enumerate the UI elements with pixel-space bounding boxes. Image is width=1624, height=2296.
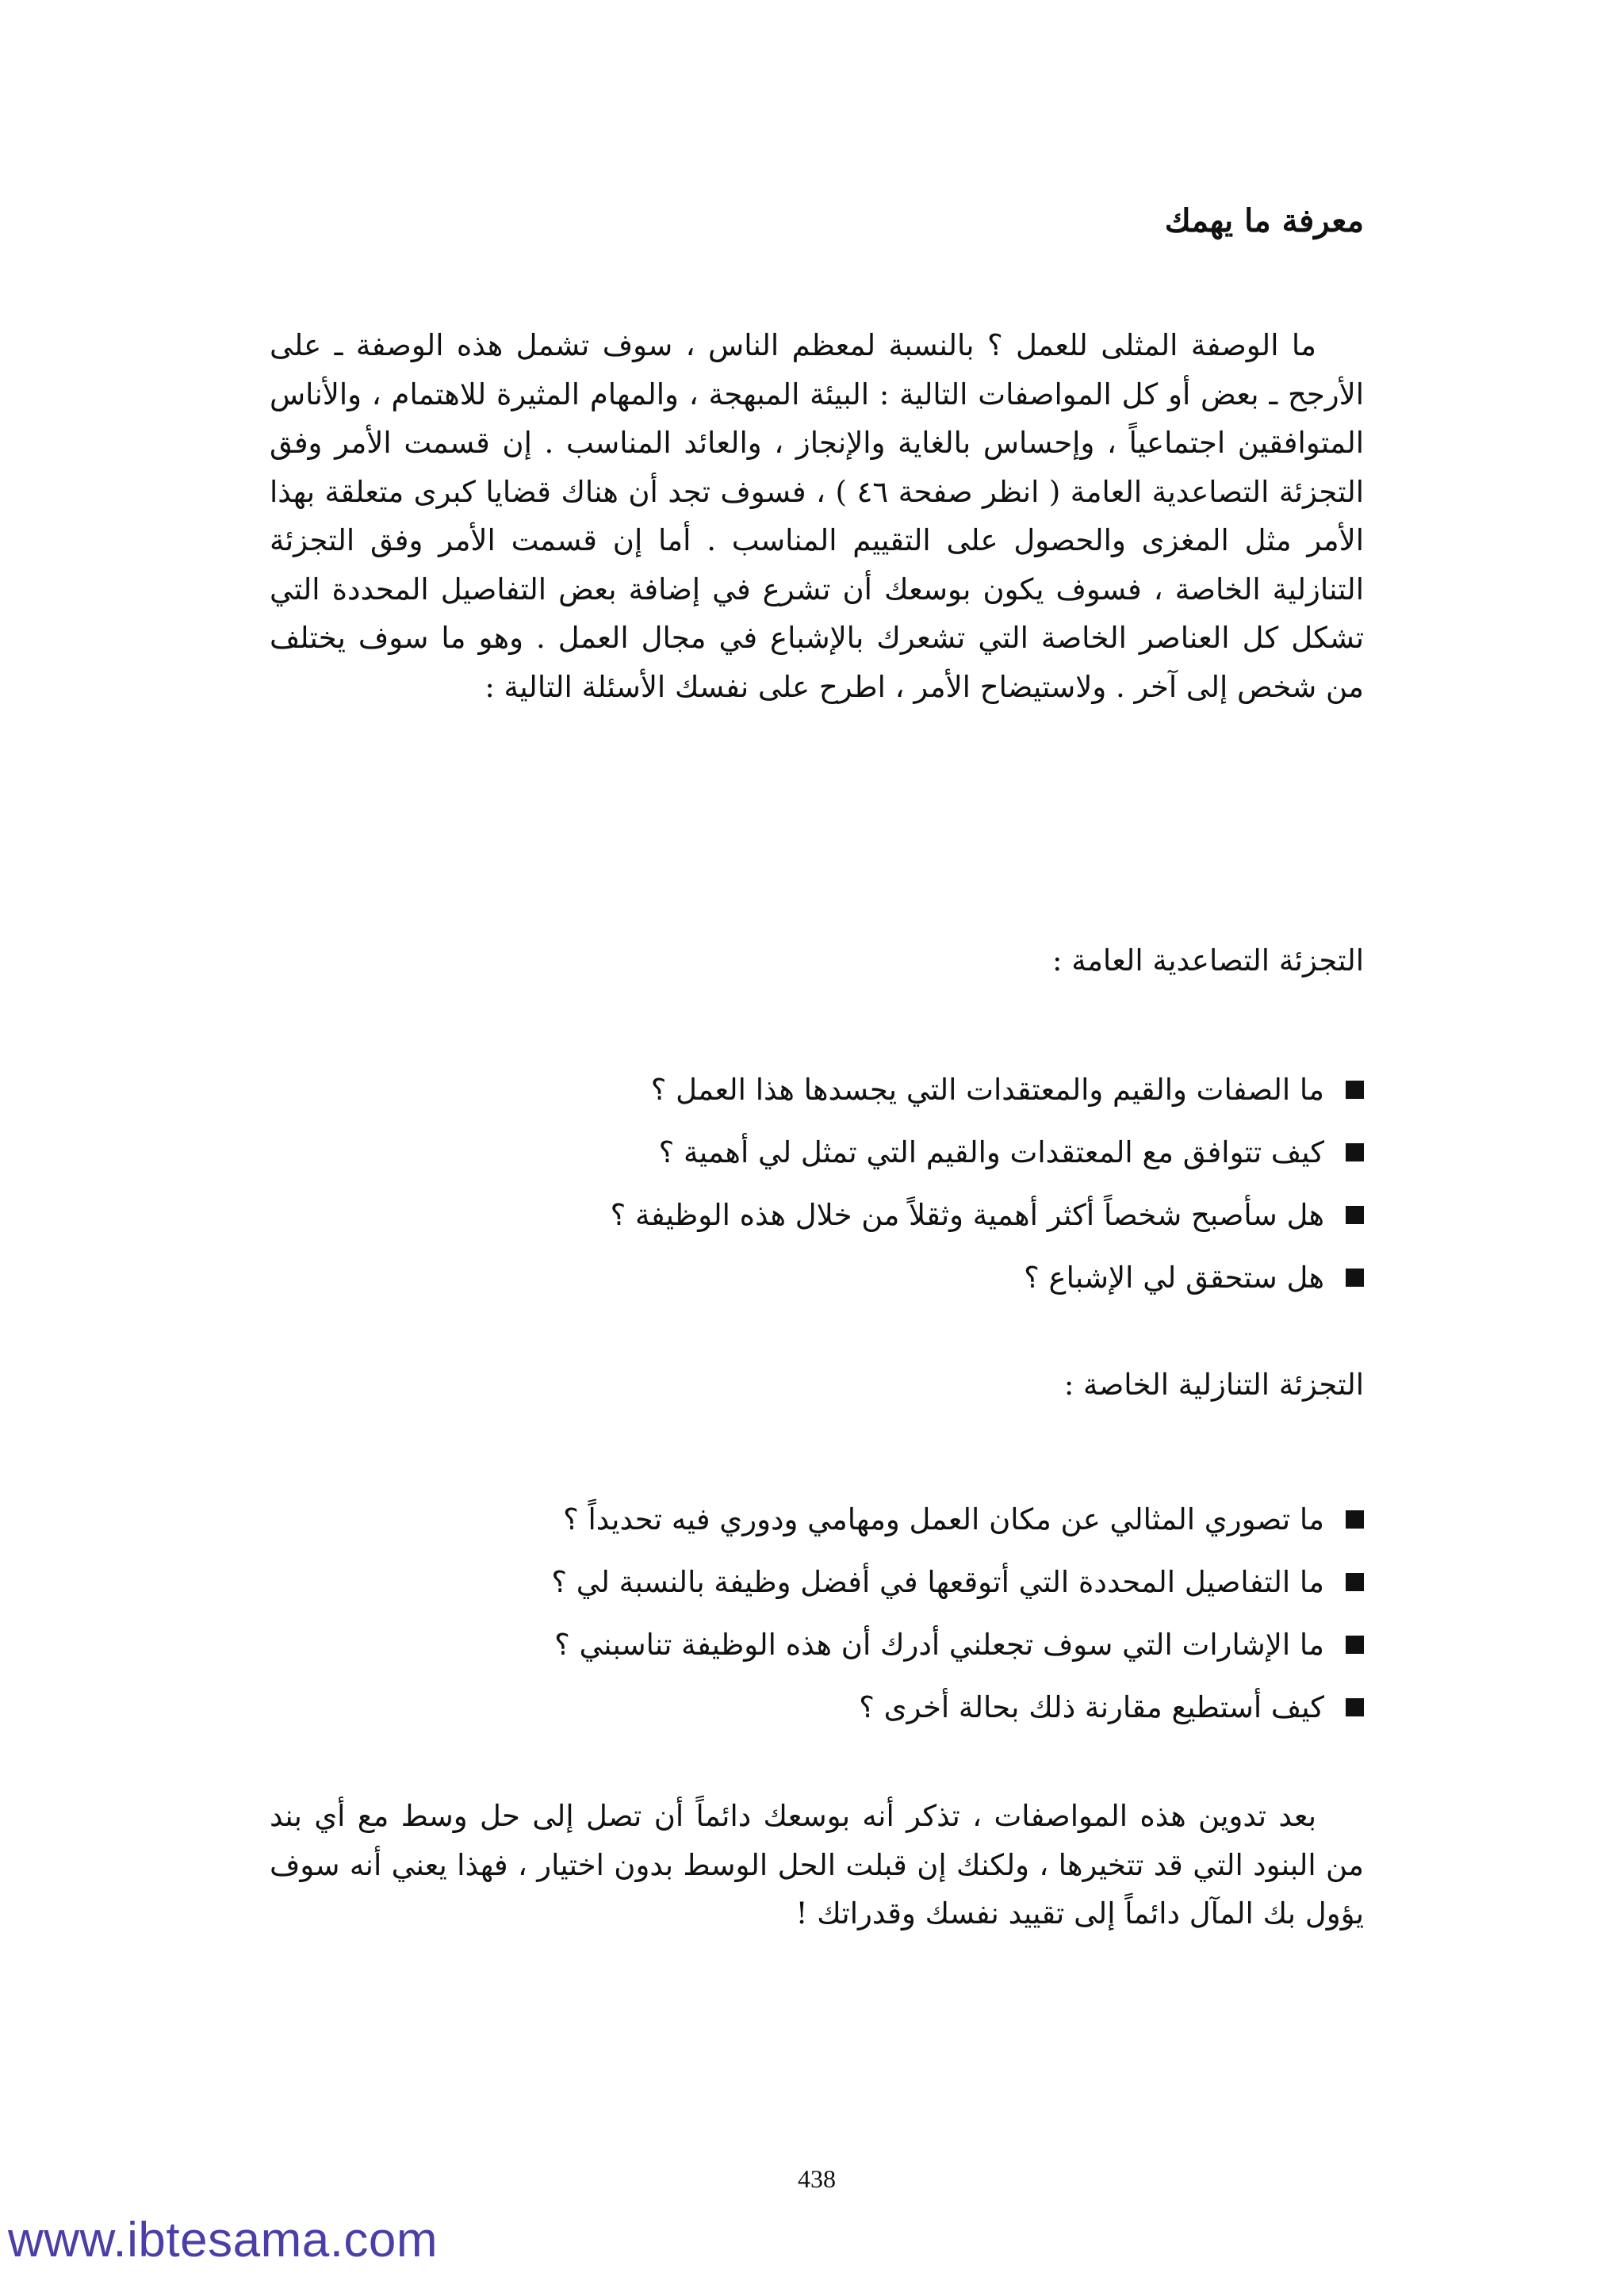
list-item xyxy=(270,1613,1364,1676)
list-item-text: ما التفاصيل المحددة التي أتوقعها في أفضل وظيفة بالنسبة لي ؟ xyxy=(551,1565,1324,1599)
list-item xyxy=(270,1488,1364,1551)
list-item-text: كيف أستطيع مقارنة ذلك بحالة أخرى ؟ xyxy=(859,1690,1324,1724)
square-bullet-icon xyxy=(1346,1143,1364,1161)
list-item-text: ما الإشارات التي سوف تجعلني أدرك أن هذه الوظيفة تناسبني ؟ xyxy=(554,1628,1324,1662)
list-item xyxy=(270,1676,1364,1739)
list-item-text: ما تصوري المثالي عن مكان العمل ومهامي ودوري فيه تحديداً ؟ xyxy=(563,1502,1324,1536)
list-item-text: كيف تتوافق مع المعتقدات والقيم التي تمثل لي أهمية ؟ xyxy=(658,1135,1324,1169)
list-item-text: هل ستحقق لي الإشباع ؟ xyxy=(1024,1261,1324,1295)
list-item xyxy=(270,1551,1364,1613)
subheading-general-upward: التجزئة التصاعدية العامة : xyxy=(1052,943,1364,978)
subheading-specific-downward: التجزئة التنازلية الخاصة : xyxy=(1063,1368,1364,1402)
square-bullet-icon xyxy=(1346,1636,1364,1654)
site-watermark: www.ibtesama.com xyxy=(8,2213,439,2267)
list-item xyxy=(270,1058,1364,1121)
list-item-text: هل سأصبح شخصاً أكثر أهمية وثقلاً من خلال هذه الوظيفة ؟ xyxy=(610,1198,1324,1232)
question-list-specific xyxy=(270,1488,1364,1739)
square-bullet-icon xyxy=(1346,1698,1364,1716)
list-item xyxy=(270,1246,1364,1309)
square-bullet-icon xyxy=(1346,1269,1364,1287)
intro-paragraph: ما الوصفة المثلى للعمل ؟ بالنسبة لمعظم الناس ، سوف تشمل هذه الوصفة ـ على الأرجح ـ بعض أو كل المواصفات التالية : البيئة المبهجة ، والمهام المثيرة للاهتمام ، والأناس المتوافقين اجتماعياً ، وإحساس بالغاية والإنجاز ، والعائد المناسب . إن قسمت الأمر وفق التجزئة التصاعدية العامة ( انظر صفحة ٤٦ ) ، فسوف تجد أن هناك قضايا كبرى متعلقة بهذا الأمر مثل المغزى والحصول على التقييم المناسب . أما إن قسمت الأمر وفق التجزئة التنازلية الخاصة ، فسوف يكون بوسعك أن تشرع في إضافة بعض التفاصيل المحددة التي تشكل كل العناصر الخاصة التي تشعرك بالإشباع في مجال العمل . وهو ما سوف يختلف من شخص إلى آخر . ولاستيضاح الأمر ، اطرح على نفسك الأسئلة التالية : xyxy=(270,328,1364,704)
book-page xyxy=(270,0,1364,2296)
square-bullet-icon xyxy=(1346,1573,1364,1591)
page-number: 438 xyxy=(798,2164,836,2193)
list-item xyxy=(270,1184,1364,1246)
square-bullet-icon xyxy=(1346,1510,1364,1529)
square-bullet-icon xyxy=(1346,1206,1364,1224)
section-heading: معرفة ما يهمك xyxy=(1164,202,1364,239)
list-item xyxy=(270,1121,1364,1184)
question-list-general xyxy=(270,1058,1364,1309)
closing-paragraph: بعد تدوين هذه المواصفات ، تذكر أنه بوسعك دائماً أن تصل إلى حل وسط مع أي بند من البنود التي قد تتخيرها ، ولكنك إن قبلت الحل الوسط بدون اختيار ، فهذا يعني أنه سوف يؤول بك المآل دائماً إلى تقييد نفسك وقدراتك ! xyxy=(270,1799,1364,1931)
list-item-text: ما الصفات والقيم والمعتقدات التي يجسدها هذا العمل ؟ xyxy=(650,1073,1324,1107)
square-bullet-icon xyxy=(1346,1081,1364,1099)
